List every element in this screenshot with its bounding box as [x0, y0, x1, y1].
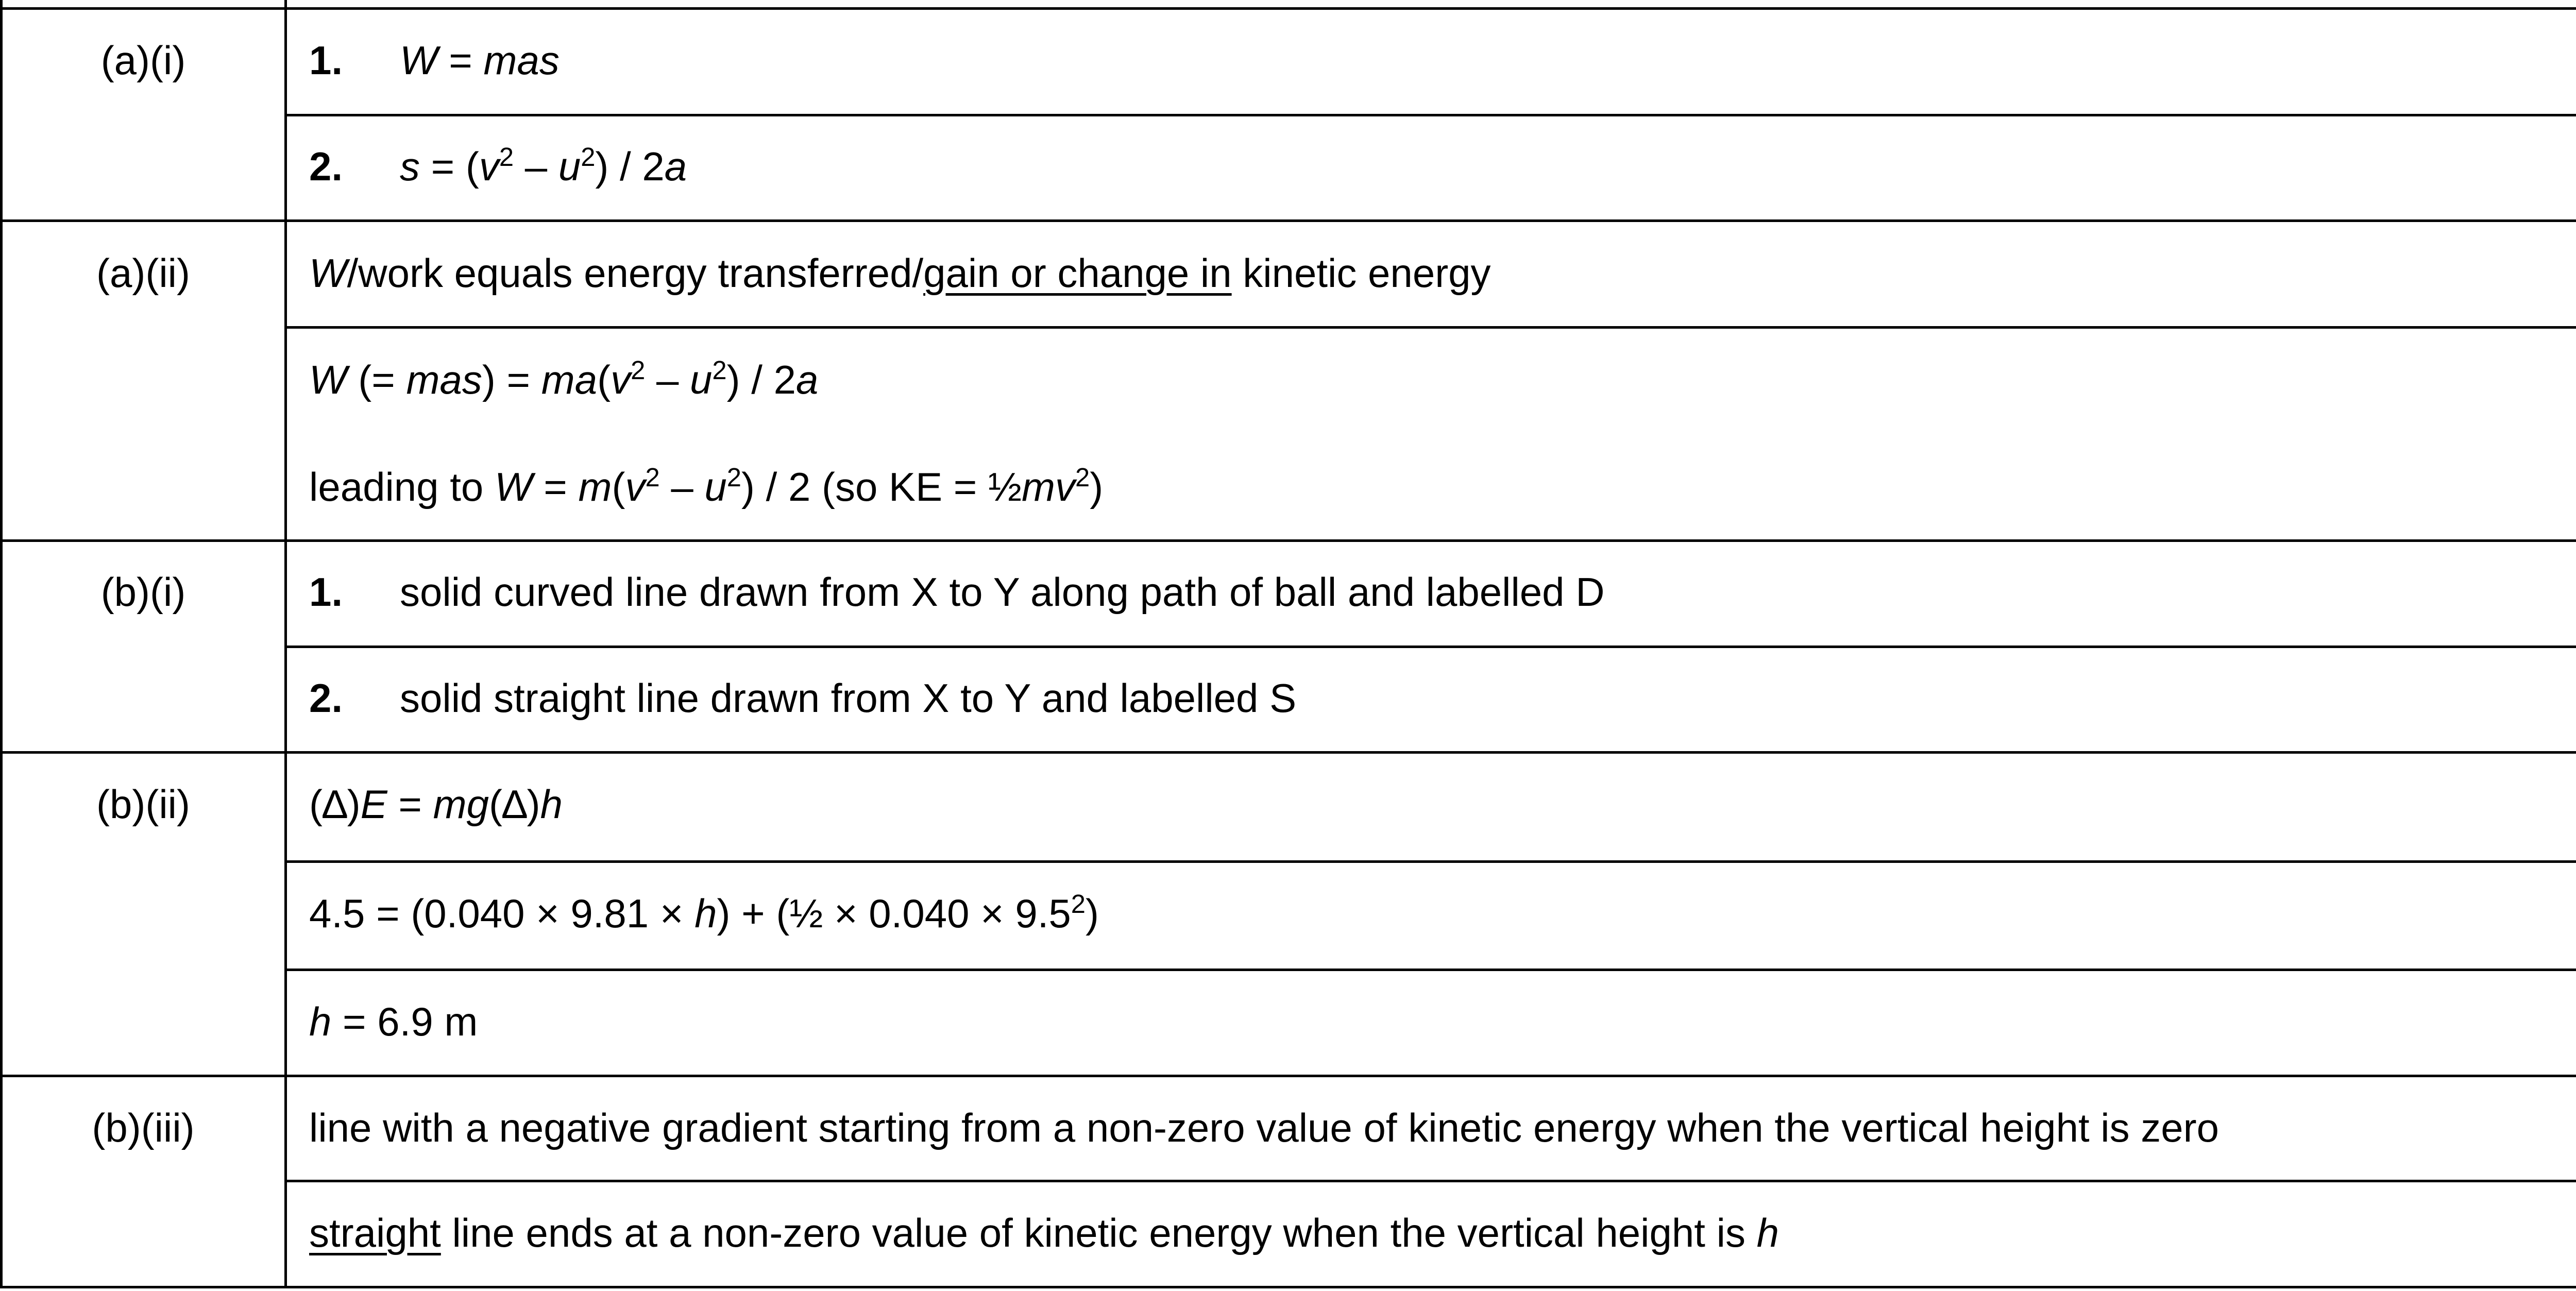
row-divider — [286, 969, 2576, 971]
answer-text: 4.5 = (0.040 × 9.81 × h) + (½ × $0.040 \times 9.5^2$) — [309, 889, 1099, 936]
answer-text: W (= $mas) = ma(v^2 - u^2) / 2a$ — [309, 355, 819, 402]
answer-text: leading to $W = m(v^2 - u^2) / 2$ (so KE = $\frac{1}{2}mv^2$) — [309, 463, 1104, 509]
column-divider — [0, 0, 3, 1288]
answer-text: 1. W = mas — [309, 38, 560, 83]
item-number: 2. — [309, 675, 343, 721]
part-label: (b)(i) — [100, 569, 186, 615]
row-divider — [286, 860, 2576, 863]
column-divider — [284, 0, 287, 1288]
row-divider — [286, 326, 2576, 329]
row-divider — [0, 539, 2576, 542]
part-label: (b)(ii) — [96, 782, 190, 827]
row-divider — [0, 219, 2576, 222]
row-divider — [0, 1286, 2576, 1288]
row-divider — [0, 7, 2576, 10]
item-number: 1. — [309, 38, 343, 83]
row-divider — [0, 751, 2576, 754]
part-label: (a)(ii) — [96, 250, 190, 296]
answer-text: 2. solid straight line drawn from X to Y and labelled S — [309, 675, 1297, 721]
answer-text: 2. $s = (v^2 - u^2) / 2a$ — [309, 142, 687, 189]
item-number: 1. — [309, 569, 343, 615]
answer-text: line with a negative gradient starting from a non-zero value of kinetic energy when the vertical height is zero — [309, 1105, 2219, 1150]
part-label: (b)(iii) — [92, 1105, 195, 1150]
row-divider — [286, 114, 2576, 116]
answer-text: h = 6.9 m — [309, 999, 478, 1044]
row-divider — [0, 1075, 2576, 1077]
row-divider — [286, 646, 2576, 648]
part-label: (a)(i) — [100, 38, 186, 83]
item-number: 2. — [309, 144, 343, 189]
answer-text: straight line ends at a non-zero value of kinetic energy when the vertical height is h — [309, 1210, 1780, 1255]
row-divider — [286, 1180, 2576, 1182]
answer-text: W/work equals energy transferred/gain or change in kinetic energy — [309, 250, 1491, 296]
answer-text: 1. solid curved line drawn from X to Y along path of ball and labelled D — [309, 569, 1605, 615]
answer-text: (∆)E = mg(∆)h — [309, 782, 563, 827]
